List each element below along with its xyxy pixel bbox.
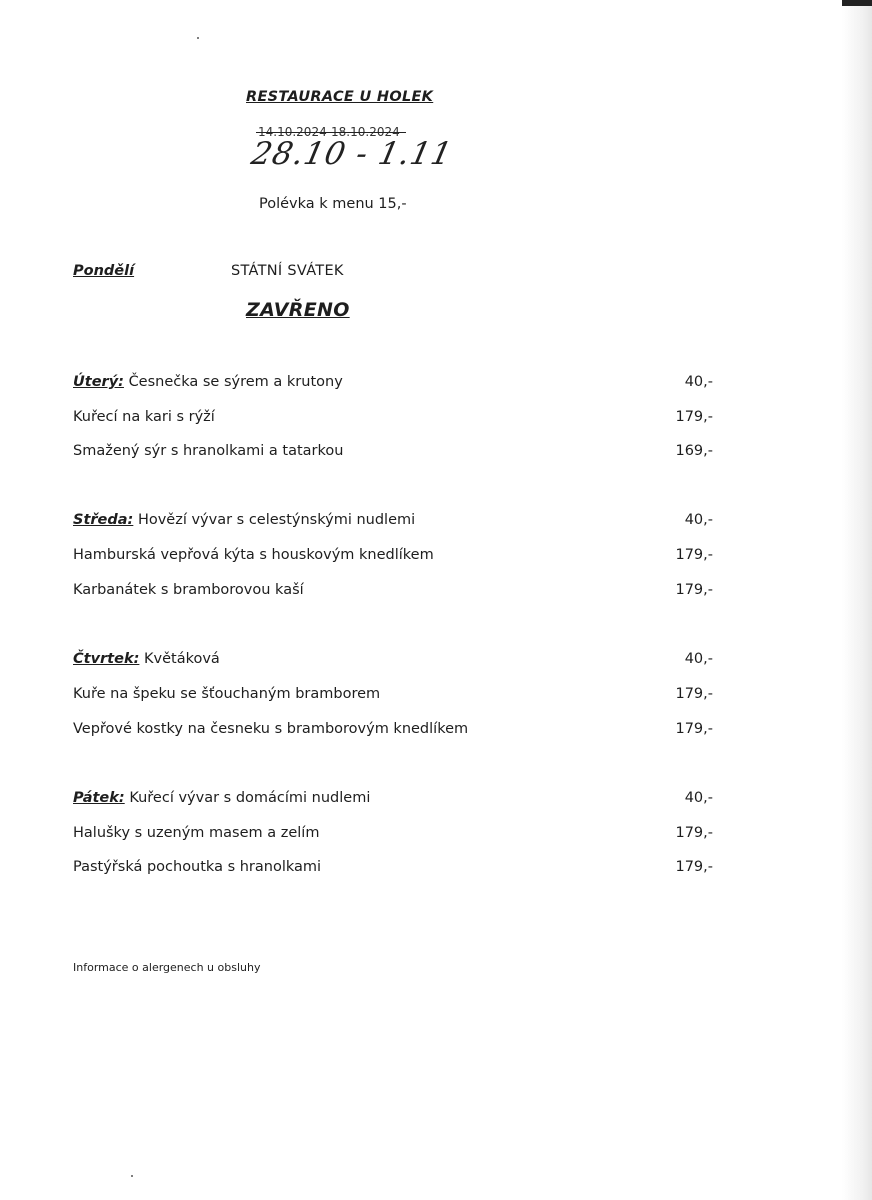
day-label-monday: Pondělí [73, 263, 135, 279]
holiday-notice: STÁTNÍ SVÁTEK [231, 263, 344, 279]
scan-edge-mark [842, 0, 872, 6]
day-label-thursday: Čtvrtek: [73, 651, 140, 667]
dish-price: 179,- [675, 721, 713, 737]
closed-notice: ZAVŘENO [246, 299, 350, 321]
menu-row [73, 686, 713, 706]
dish-name: Pastýřská pochoutka s hranolkami [73, 859, 322, 875]
menu-row [73, 409, 713, 429]
dish-name: Karbanátek s bramborovou kaší [73, 582, 304, 598]
dish-price: 179,- [675, 686, 713, 702]
dish-name: Kuřecí na kari s rýží [73, 409, 215, 425]
handwritten-date-range: 28.10 - 1.11 [248, 136, 456, 172]
restaurant-title: RESTAURACE U HOLEK [246, 89, 434, 105]
allergen-note: Informace o alergenech u obsluhy [73, 961, 261, 974]
menu-row [73, 721, 713, 741]
menu-row [73, 651, 713, 671]
menu-row [73, 512, 713, 532]
dish-price: 40,- [684, 790, 713, 806]
dish-name: Smažený sýr s hranolkami a tatarkou [73, 443, 344, 459]
scan-speck [197, 37, 199, 39]
menu-item [73, 374, 343, 390]
dish-price: 179,- [675, 547, 713, 563]
menu-row [73, 790, 713, 810]
dish-name: Halušky s uzeným masem a zelím [73, 825, 320, 841]
scan-speck [131, 1175, 133, 1177]
menu-row [73, 547, 713, 567]
dish-name: Vepřové kostky na česneku s bramborovým knedlíkem [73, 721, 469, 737]
dish-price: 169,- [675, 443, 713, 459]
dish-price: 40,- [684, 374, 713, 390]
menu-row [73, 825, 713, 845]
day-label-tuesday: Úterý: [73, 374, 124, 390]
day-label-friday: Pátek: [73, 790, 125, 806]
dish-price: 179,- [675, 582, 713, 598]
menu-row [73, 582, 713, 602]
menu-item [73, 651, 220, 667]
menu-item [73, 512, 415, 528]
dish-price: 40,- [684, 651, 713, 667]
dish-name: Hamburská vepřová kýta s houskovým knedlíkem [73, 547, 434, 563]
menu-row [73, 374, 713, 394]
dish-price: 179,- [675, 409, 713, 425]
dish-name: Květáková [144, 651, 220, 667]
day-label-wednesday: Středa: [73, 512, 134, 528]
dish-name: Kuřecí vývar s domácími nudlemi [129, 790, 371, 806]
dish-name: Hovězí vývar s celestýnskými nudlemi [137, 512, 416, 528]
dish-price: 179,- [675, 859, 713, 875]
dish-name: Kuře na špeku se šťouchaným bramborem [73, 686, 381, 702]
menu-row [73, 443, 713, 463]
old-date-range-crossed-out: 14.10.2024-18.10.2024 [258, 125, 400, 139]
soup-price-note: Polévka k menu 15,- [259, 196, 407, 212]
scan-edge [842, 0, 872, 1200]
menu-row [73, 859, 713, 879]
dish-price: 40,- [684, 512, 713, 528]
dish-price: 179,- [675, 825, 713, 841]
menu-item [73, 790, 370, 806]
dish-name: Česnečka se sýrem a krutony [128, 374, 343, 390]
